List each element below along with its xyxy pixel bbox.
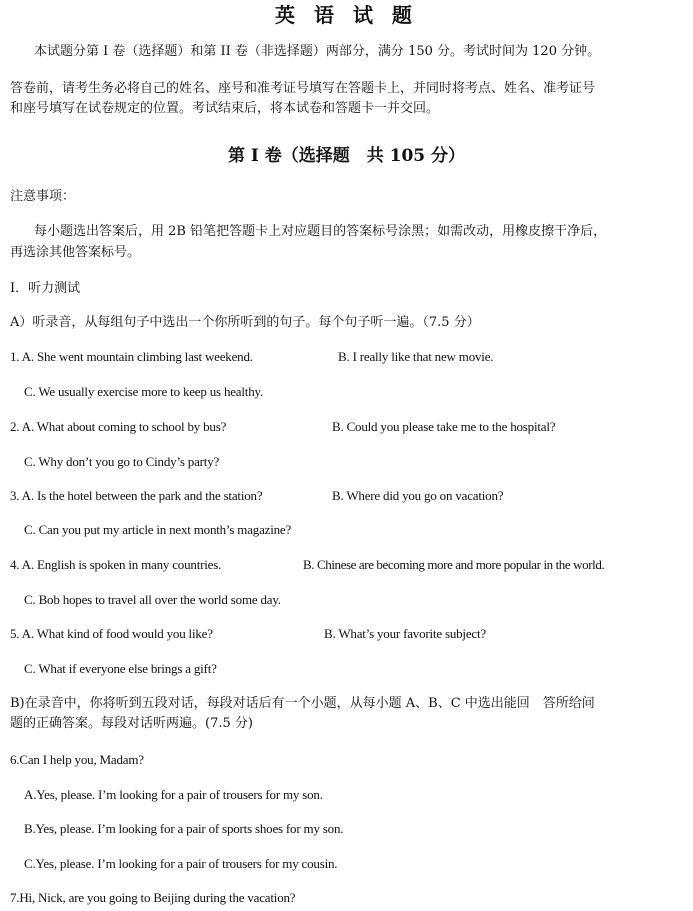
q5-option-b: B. What’s your favorite subject? xyxy=(324,626,486,641)
section-title: 第 I 卷（选择题 共 105 分） xyxy=(227,146,466,166)
q3-option-b: B. Where did you go on vacation? xyxy=(332,488,504,503)
notice-heading: 注意事项： xyxy=(10,189,76,204)
part-b-instruction-line-1: B)在录音中，你将听到五段对话，每段对话后有一个小题，从每小题 A、B、C 中选出能回 答所给问 xyxy=(10,696,595,711)
q6-question: 6.Can I help you, Madam? xyxy=(10,752,144,767)
instruction-line-2: 和座号填写在试卷规定的位置。考试结束后，将本试卷和答题卡一并交回。 xyxy=(10,101,440,116)
q2-option-a: 2. A. What about coming to school by bus? xyxy=(10,419,227,434)
exam-title: 英 语 试 题 xyxy=(275,3,418,27)
part-heading: I．听力测试 xyxy=(10,281,81,296)
q3-option-c: C. Can you put my article in next month’s magazine? xyxy=(24,522,292,537)
q7-question: 7.Hi, Nick, are you going to Beijing during the vacation? xyxy=(10,890,296,905)
q4-option-b: B. Chinese are becoming more and more popular in the world. xyxy=(303,557,605,572)
instruction-line-1: 答卷前，请考生务必将自己的姓名、座号和准考证号填写在答题卡上，并同时将考点、姓名、准考证号 xyxy=(10,81,596,96)
q1-option-c: C. We usually exercise more to keep us healthy. xyxy=(24,384,264,399)
part-b-instruction-line-2: 题的正确答案。每段对话听两遍。(7.5 分) xyxy=(10,716,253,731)
exam-intro: 本试题分第 I 卷（选择题）和第 II 卷（非选择题）两部分，满分 150 分。考试时间为 120 分钟。 xyxy=(34,44,601,59)
q6-option-a: A.Yes, please. I’m looking for a pair of trousers for my son. xyxy=(24,787,323,802)
q4-option-c: C. Bob hopes to travel all over the world some day. xyxy=(24,592,281,607)
q3-option-a: 3. A. Is the hotel between the park and the station? xyxy=(10,488,263,503)
q2-option-b: B. Could you please take me to the hospital? xyxy=(332,419,556,434)
q1-option-a: 1. A. She went mountain climbing last weekend. xyxy=(10,349,253,364)
part-a-instruction: A）听录音，从每组句子中选出一个你所听到的句子。每个句子听一遍。（7.5 分） xyxy=(10,315,480,330)
q4-option-a: 4. A. English is spoken in many countries. xyxy=(10,557,222,572)
q6-option-c: C.Yes, please. I’m looking for a pair of trousers for my cousin. xyxy=(24,856,338,871)
notice-line-2: 再选涂其他答案标号。 xyxy=(10,245,141,260)
q1-option-b: B. I really like that new movie. xyxy=(338,349,494,364)
q5-option-a: 5. A. What kind of food would you like? xyxy=(10,626,213,641)
notice-line-1: 每小题选出答案后，用 2B 铅笔把答题卡上对应题目的答案标号涂黑；如需改动，用橡皮擦干净后， xyxy=(34,224,607,239)
q2-option-c: C. Why don’t you go to Cindy’s party? xyxy=(24,454,220,469)
q6-option-b: B.Yes, please. I’m looking for a pair of sports shoes for my son. xyxy=(24,821,344,836)
q5-option-c: C. What if everyone else brings a gift? xyxy=(24,661,217,676)
